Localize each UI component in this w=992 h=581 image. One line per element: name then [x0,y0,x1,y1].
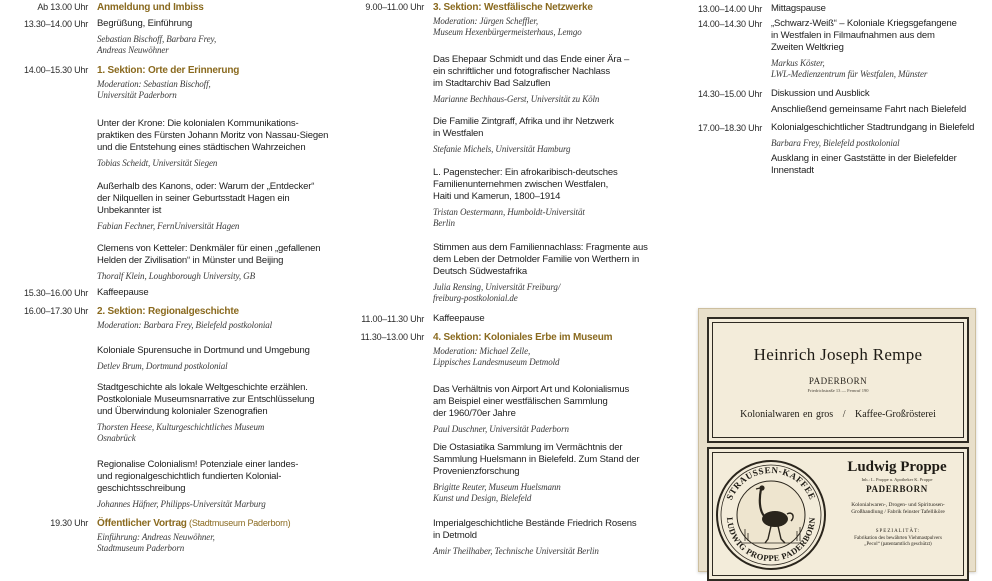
entry-speaker: Tristan Oestermann, Humboldt-Universität Berlin [433,207,585,228]
entry-body [88,287,330,299]
entry-title [97,345,330,357]
entry-time: 16.00–17.30 Uhr [23,306,88,316]
rempe-city: PADERBORN [808,376,868,386]
entry-title-text: Die Ostasiatika Sammlung im Vermächtnis der Sammlung Huelsmann in Bielefeld. Zum Stand der Provenienzforschung [433,442,640,477]
entry-speaker: Paul Duschner, Universität Paderborn [433,424,569,434]
entry-time [0,181,88,182]
entry-body [88,118,330,169]
proppe-speciality-text: Fabrikation des bewährten Viehmastpulvers „Pecol“ (patentamtlich geschützt) [854,535,942,547]
entry-body [424,331,652,368]
rempe-trade-separator: / [842,409,846,420]
schedule-entry [0,118,330,169]
entry-time [352,384,424,385]
entry-time: 19.30 Uhr [50,518,88,528]
entry-body [424,54,652,105]
entry-title-text: Diskussion und Ausblick [771,88,870,99]
section-heading [97,305,330,318]
entry-body [424,384,652,435]
entry-time [352,116,424,117]
schedule-entry [0,459,330,510]
schedule-entry [0,517,330,554]
schedule-entry [352,116,652,155]
entry-title-text: Koloniale Spurensuche in Dortmund und Umgebung [97,345,310,356]
entry-title-text: Begrüßung, Einführung [97,18,193,29]
entry-speaker: Detlev Brum, Dortmund postkolonial [97,361,228,371]
entry-title [433,518,652,542]
entry-speaker: Thorsten Heese, Kulturgeschichtliches Museum Osnabrück [97,422,265,443]
entry-time: 11.30–13.00 Uhr [360,332,424,342]
entry-title [97,18,330,30]
schedule-entry [352,384,652,435]
entry-body [424,518,652,557]
entry-title [433,313,652,325]
entry-time [0,459,88,460]
entry-title-text: Kolonialgeschichtlicher Stadtrundgang in Bielefeld [771,122,975,133]
entry-time: Ab 13.00 Uhr [37,2,88,12]
entry-time [352,167,424,168]
entry-title-note: (Stadtmuseum Paderborn) [186,518,291,528]
entry-title [771,122,992,134]
rempe-trade-line [709,409,967,420]
entry-title-text: Außerhalb des Kanons, oder: Warum der „Entdecker“ der Nilquellen in seiner Geburtsstadt Hagen ein Unbekannter ist [97,181,315,216]
schedule-entry [690,3,992,15]
entry-speaker: Johannes Häfner, Philipps-Universität Marburg [97,499,266,509]
entry-title-text: Stimmen aus dem Familiennachlass: Fragmente aus dem Leben der Detmolder Familie von Werthern in Deutsch Südwestafrika [433,242,648,277]
entry-title-text: 3. Sektion: Westfälische Netzwerke [433,2,593,13]
schedule-entry [0,287,330,299]
entry-speaker: Tobias Scheidt, Universität Siegen [97,158,218,168]
entry-speaker: Moderation: Barbara Frey, Bielefeld postkolonial [97,320,273,330]
entry-title [433,442,652,478]
entry-time: 14.00–15.30 Uhr [23,65,88,75]
entry-title [97,243,330,267]
entry-speaker: Marianne Bechhaus-Gerst, Universität zu Köln [433,94,600,104]
entry-body [424,1,652,38]
schedule-entry [352,313,652,325]
entry-title-text: Kaffeepause [97,287,149,298]
entry-title-text: Imperialgeschichtliche Bestände Friedrich Rosens in Detmold [433,518,637,541]
proppe-company-name: Ludwig Proppe [847,459,947,475]
entry-title [97,382,330,418]
entry-speaker: Amir Theilhaber, Technische Universität Berlin [433,546,599,556]
entry-title [771,18,992,54]
section-heading [97,1,330,14]
entry-title [97,181,330,217]
section-heading [97,517,330,530]
entry-title-text: 4. Sektion: Koloniales Erbe im Museum [433,332,613,343]
entry-speaker: Julia Rensing, Universität Freiburg/ freiburg-postkolonial.de [433,282,561,303]
schedule-entry [690,122,992,177]
entry-body [88,64,330,101]
entry-body [424,242,652,304]
section-heading [433,1,652,14]
entry-title [433,54,652,90]
entry-body [424,442,652,504]
entry-speaker: Thoralf Klein, Loughborough University, GB [97,271,255,281]
entry-body [424,313,652,325]
schedule-entry [0,345,330,372]
entry-body [88,1,330,14]
entry-title-text: Das Verhältnis von Airport Art und Kolonialismus am Beispiel einer westfälischen Sammlung der 1960/70er Jahre [433,384,630,419]
entry-time [0,345,88,346]
entry-speaker: Moderation: Jürgen Scheffler, Museum Hexenbürgermeisterhaus, Lemgo [433,16,582,37]
entry-body [762,3,992,15]
schedule-entry [352,1,652,38]
schedule-entry [0,64,330,101]
section-heading [433,331,652,344]
entry-time [352,518,424,519]
rempe-trade-right: Kaffee-Großrösterei [854,409,936,420]
proppe-speciality [835,529,961,549]
schedule-entry [0,305,330,331]
entry-title [771,3,992,15]
entry-title-text: L. Pagenstecher: Ein afrokaribisch-deutsches Familienunternehmen zwischen Westfalen, Haiti und Kamerun, 1800–1914 [433,167,618,202]
entry-title-text: Öffentlicher Vortrag [97,518,187,529]
entry-title [97,459,330,495]
entry-body [762,18,992,80]
entry-title [433,116,652,140]
entry-time: 14.00–14.30 Uhr [697,19,762,29]
entry-body [762,122,992,177]
entry-time: 13.30–14.00 Uhr [23,19,88,29]
entry-time: 15.30–16.00 Uhr [23,288,88,298]
entry-speaker: Sebastian Bischoff, Barbara Frey, Andreas Neuwöhner [97,34,217,55]
entry-title-text: Stadtgeschichte als lokale Weltgeschichte erzählen. Postkoloniale Museumsnarrative zur Entschlüsselung und Überwindung kolonialer Szenografien [97,382,315,417]
entry-title [433,384,652,420]
entry-body [88,459,330,510]
entry-speaker: Fabian Fechner, FernUniversität Hagen [97,221,240,231]
entry-time: 14.30–15.00 Uhr [697,89,762,99]
schedule-entry [352,442,652,504]
entry-time: 11.00–11.30 Uhr [361,314,424,324]
schedule-entry [690,18,992,80]
proppe-speciality-label: SPEZIALITÄT: [875,529,921,534]
schedule-entry [352,331,652,368]
schedule-entry [0,243,330,282]
entry-body [88,517,330,554]
entry-title-text: Anmeldung und Imbiss [97,2,204,13]
entry-body [88,305,330,331]
entry-time [0,243,88,244]
entry-time [352,442,424,443]
ostrich-coffee-seal-icon [715,459,827,571]
entry-title-text: „Schwarz-Weiß“ – Koloniale Kriegsgefangene in Westfalen in Filmaufnahmen aus dem Zweiten Weltkrieg [771,18,957,53]
entry-title-text: 2. Sektion: Regionalgeschichte [97,306,239,317]
entry-body [88,18,330,56]
schedule-entry [0,181,330,232]
entry-title-text: Die Familie Zintgraff, Afrika und ihr Netzwerk in Westfalen [433,116,614,139]
proppe-advertisement [707,447,969,581]
entry-time [0,118,88,119]
rempe-address: Friedrichstraße 13 — Fernruf 190 [807,388,869,393]
entry-body [88,181,330,232]
entry-speaker: Moderation: Michael Zelle, Lippisches Landesmuseum Detmold [433,346,560,367]
entry-body [762,88,992,116]
entry-title-text: Clemens von Ketteler: Denkmäler für einen „gefallenen Helden der Zivilisation“ in Münster und Beijing [97,243,321,266]
schedule-entry [352,242,652,304]
section-heading [97,64,330,77]
entry-time [352,54,424,55]
schedule-entry [690,88,992,116]
entry-speaker: Brigitte Reuter, Museum Huelsmann Kunst und Design, Bielefeld [433,482,561,503]
rempe-trade-left: Kolonialwaren en gros [740,409,834,420]
rempe-company-name: Heinrich Joseph Rempe [753,345,923,364]
entry-title [97,287,330,299]
entry-body [424,116,652,155]
entry-title [433,167,652,203]
seal-bottom-text: LUDWIG PROPPE PADERBORN [724,516,818,564]
entry-title-text: 1. Sektion: Orte der Erinnerung [97,65,240,76]
entry-time: 13.00–14.00 Uhr [697,4,762,14]
entry-title [97,118,330,154]
entry-title-text: Das Ehepaar Schmidt und das Ende einer Ära – ein schriftlicher und fotografischer Nachlass im Stadtarchiv Bad Salzuflen [433,54,630,89]
schedule-entry [352,54,652,105]
entry-body [88,243,330,282]
entry-title [433,242,652,278]
entry-title-text: Kaffeepause [433,313,485,324]
entry-speaker: Markus Köster, LWL-Medienzentrum für Westfalen, Münster [771,58,928,79]
schedule-entry [352,518,652,557]
entry-speaker: Moderation: Sebastian Bischoff, Universität Paderborn [97,79,211,100]
historic-advertisements-image [698,308,976,572]
entry-time [352,242,424,243]
proppe-trade: Kolonialwaren-, Drogen- und Spirituosen- Großhandlung / Fabrik feinster Tafelliköre [851,502,945,515]
entry-time [0,382,88,383]
entry-extra: Anschließend gemeinsame Fahrt nach Bielefeld [771,104,967,115]
entry-body [424,167,652,229]
entry-body [88,382,330,444]
entry-extra: Ausklang in einer Gaststätte in der Bielefelder Innenstadt [771,153,957,176]
proppe-city: PADERBORN [866,484,928,494]
schedule-entry [352,167,652,229]
entry-title-text: Mittagspause [771,3,826,14]
entry-speaker: Stefanie Michels, Universität Hamburg [433,144,571,154]
entry-time: 9.00–11.00 Uhr [365,2,424,12]
schedule-entry [0,1,330,14]
schedule-entry [0,18,330,56]
entry-title [771,88,992,100]
entry-title-text: Regionalise Colonialism! Potenziale einer landes- und regionalgeschichtlich fundierten Kolonial- geschichtsschreibung [97,459,299,494]
schedule-entry [0,382,330,444]
entry-speaker: Barbara Frey, Bielefeld postkolonial [771,138,900,148]
entry-time: 17.00–18.30 Uhr [697,123,762,133]
entry-body [88,345,330,372]
rempe-advertisement [707,317,969,443]
entry-speaker: Einführung: Andreas Neuwöhner, Stadtmuseum Paderborn [97,532,215,553]
entry-title-text: Unter der Krone: Die kolonialen Kommunikations- praktiken des Fürsten Johann Moritz von Nassau-Siegen und die Entstehung eines städtischen Wahrzeichen [97,118,329,153]
proppe-owner: Inh.: L. Proppe u. Apotheker K. Proppe [861,477,933,482]
seal-top-text: STRAUSSEN-KAFFEE [724,464,818,502]
